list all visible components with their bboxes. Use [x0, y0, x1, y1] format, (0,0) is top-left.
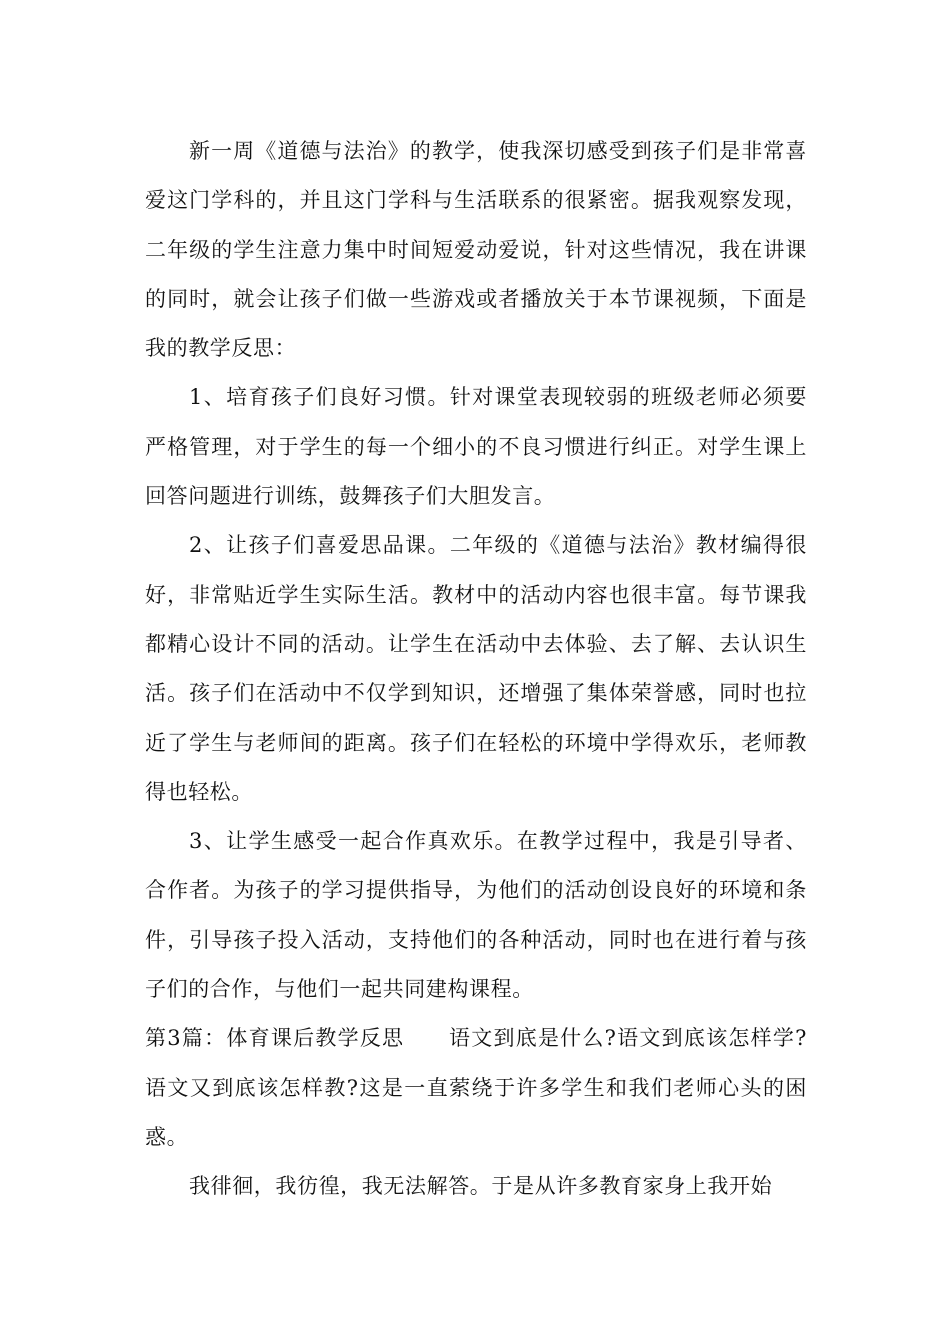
section-paragraph: [145, 1014, 807, 1162]
section-first-text: 语文到底是什么?语文到底该怎样学?语文又到底该怎样教?这是一直萦绕于许多学生和我们老师心头的困惑。: [145, 1026, 808, 1149]
paragraph-point-1: 1、培育孩子们良好习惯。针对课堂表现较弱的班级老师必须要严格管理，对于学生的每一个细小的不良习惯进行纠正。对学生课上回答问题进行训练，鼓舞孩子们大胆发言。: [145, 385, 807, 509]
document-body: [145, 127, 807, 1212]
paragraph-intro: 新一周《道德与法治》的教学，使我深切感受到孩子们是非常喜爱这门学科的，并且这门学科与生活联系的很紧密。据我观察发现，二年级的学生注意力集中时间短爱动爱说，针对这些情况，我在讲课的同时，就会让孩子们做一些游戏或者播放关于本节课视频，下面是我的教学反思：: [145, 139, 807, 361]
paragraph-last: 我徘徊，我彷徨，我无法解答。于是从许多教育家身上我开始: [189, 1174, 773, 1199]
section-heading: 第3篇：体育课后教学反思: [145, 1026, 405, 1051]
paragraph-point-3: 3、让学生感受一起合作真欢乐。在教学过程中，我是引导者、合作者。为孩子的学习提供指导，为他们的活动创设良好的环境和条件，引导孩子投入活动，支持他们的各种活动，同时也在进行着与孩子们的合作，与他们一起共同建构课程。: [145, 829, 807, 1002]
paragraph-point-2: 2、让孩子们喜爱思品课。二年级的《道德与法治》教材编得很好，非常贴近学生实际生活。教材中的活动内容也很丰富。每节课我都精心设计不同的活动。让学生在活动中去体验、去了解、去认识生活。孩子们在活动中不仅学到知识，还增强了集体荣誉感，同时也拉近了学生与老师间的距离。孩子们在轻松的环境中学得欢乐，老师教得也轻松。: [145, 533, 807, 804]
